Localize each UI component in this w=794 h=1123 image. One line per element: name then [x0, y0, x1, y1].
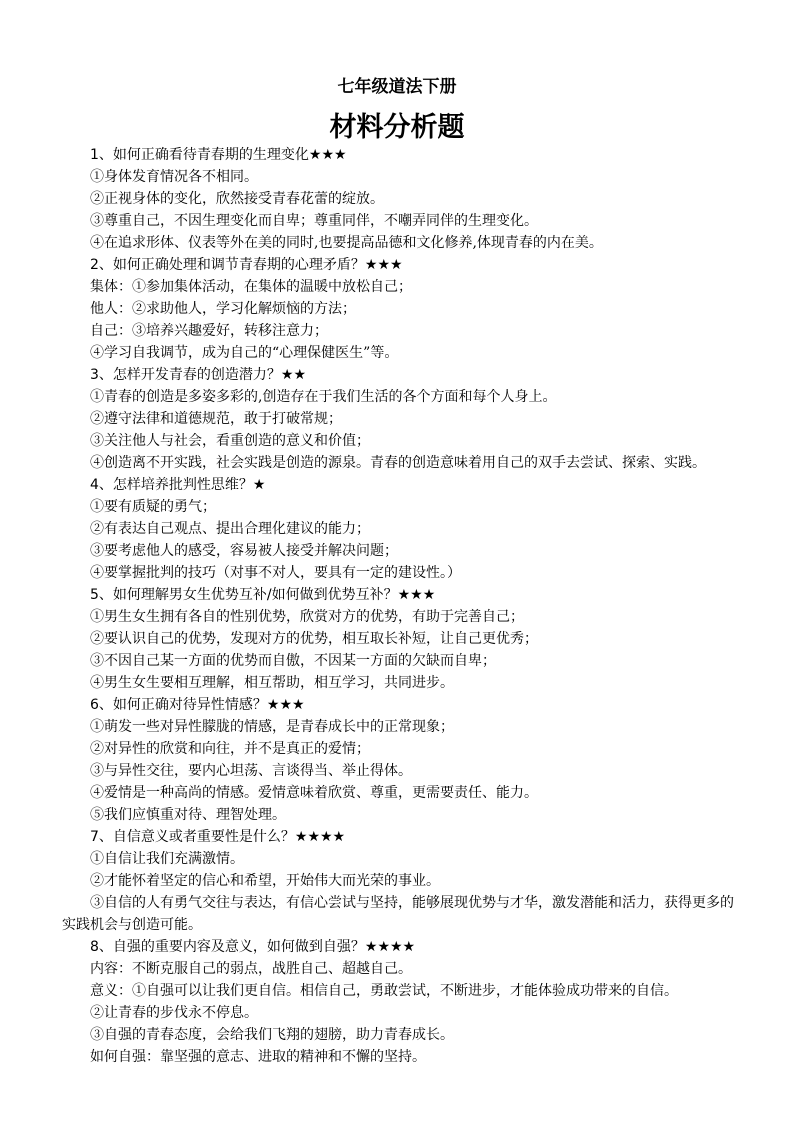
list-item: ③自信的人有勇气交往与表达，有信心尝试与坚持，能够展现优势与才华，激发潜能和活力，获得更多的实践机会与创造可能。	[62, 895, 734, 933]
list-item: ④要掌握批判的技巧（对事不对人，要具有一定的建设性。）	[90, 565, 461, 581]
list-item: 意义：①自强可以让我们更自信。相信自己，勇敢尝试，不断进步，才能体验成功带来的自信。	[90, 983, 678, 999]
section-6	[62, 694, 738, 826]
list-item: ②遵守法律和道德规范，敢于打破常规；	[90, 411, 342, 427]
section-3	[62, 364, 738, 474]
list-item: ①身体发育情况各不相同。	[90, 169, 258, 185]
list-item: ③不因自己某一方面的优势而自傲，不因某一方面的欠缺而自卑；	[90, 653, 496, 669]
list-item: ③与异性交往，要内心坦荡、言谈得当、举止得体。	[90, 763, 412, 779]
list-item: ①自信让我们充满激情。	[90, 851, 244, 867]
section-question: 3、怎样开发青春的创造潜力？★★	[90, 367, 307, 383]
list-item: ③自强的青春态度，会给我们飞翔的翅膀，助力青春成长。	[90, 1027, 454, 1043]
section-1	[62, 144, 738, 254]
list-item: 集体：①参加集体活动，在集体的温暖中放松自己；	[90, 279, 412, 295]
list-item: ⑤我们应慎重对待、理智处理。	[90, 807, 286, 823]
list-item: 内容：不断克服自己的弱点，战胜自己、超越自己。	[90, 961, 412, 977]
list-item: ②要认识自己的优势，发现对方的优势，相互取长补短，让自己更优秀；	[90, 631, 538, 647]
section-question: 4、怎样培养批判性思维？★	[90, 477, 266, 493]
list-item: ④爱情是一种高尚的情感。爱情意味着欣赏、尊重，更需要责任、能力。	[90, 785, 538, 801]
list-item: ④学习自我调节，成为自己的“心理保健医生”等。	[90, 345, 399, 361]
section-8	[62, 936, 738, 1068]
list-item: ①青春的创造是多姿多彩的,创造存在于我们生活的各个方面和每个人身上。	[90, 389, 557, 405]
list-item: ②对异性的欣赏和向往，并不是真正的爱情；	[90, 741, 370, 757]
list-item: ③关注他人与社会，看重创造的意义和价值；	[90, 433, 370, 449]
list-item: ④男生女生要相互理解，相互帮助，相互学习，共同进步。	[90, 675, 454, 691]
section-4	[62, 474, 738, 584]
list-item: ③要考虑他人的感受，容易被人接受并解决问题；	[90, 543, 398, 559]
list-item: ④创造离不开实践，社会实践是创造的源泉。青春的创造意味着用自己的双手去尝试、探索、实践。	[90, 455, 706, 471]
section-question: 8、自强的重要内容及意义，如何做到自强？★★★★	[90, 939, 416, 955]
section-question: 2、如何正确处理和调节青春期的心理矛盾？★★★	[90, 257, 403, 273]
list-item: ④在追求形体、仪表等外在美的同时,也要提高品德和文化修养,体现青春的内在美。	[90, 235, 603, 251]
list-item: ①男生女生拥有各自的性别优势，欣赏对方的优势，有助于完善自己；	[90, 609, 524, 625]
section-question: 5、如何理解男女生优势互补/如何做到优势互补？★★★	[90, 587, 436, 603]
list-item: ③尊重自己，不因生理变化而自卑；尊重同伴，不嘲弄同伴的生理变化。	[90, 213, 538, 229]
list-item: ②有表达自己观点、提出合理化建议的能力；	[90, 521, 370, 537]
section-2	[62, 254, 738, 364]
list-item: ②正视身体的变化，欣然接受青春花蕾的绽放。	[90, 191, 384, 207]
list-item: ①要有质疑的勇气；	[90, 499, 216, 515]
list-item: 如何自强：靠坚强的意志、进取的精神和不懈的坚持。	[90, 1049, 426, 1065]
section-5	[62, 584, 738, 694]
document-subtitle: 七年级道法下册	[337, 77, 457, 97]
list-item: 他人：②求助他人，学习化解烦恼的方法；	[90, 301, 356, 317]
section-question: 7、自信意义或者重要性是什么？★★★★	[90, 829, 346, 845]
list-item: ②让青春的步伐永不停息。	[90, 1005, 258, 1021]
section-7	[62, 826, 738, 936]
document-body	[62, 144, 738, 1068]
list-item: ①萌发一些对异性朦胧的情感，是青春成长中的正常现象；	[90, 719, 454, 735]
section-question: 6、如何正确对待异性情感？★★★	[90, 697, 305, 713]
list-item: ②才能怀着坚定的信心和希望，开始伟大而光荣的事业。	[90, 873, 440, 889]
list-item: 自己：③培养兴趣爱好，转移注意力；	[90, 323, 328, 339]
section-question: 1、如何正确看待青春期的生理变化★★★	[90, 147, 347, 163]
document-title: 材料分析题	[329, 112, 465, 143]
